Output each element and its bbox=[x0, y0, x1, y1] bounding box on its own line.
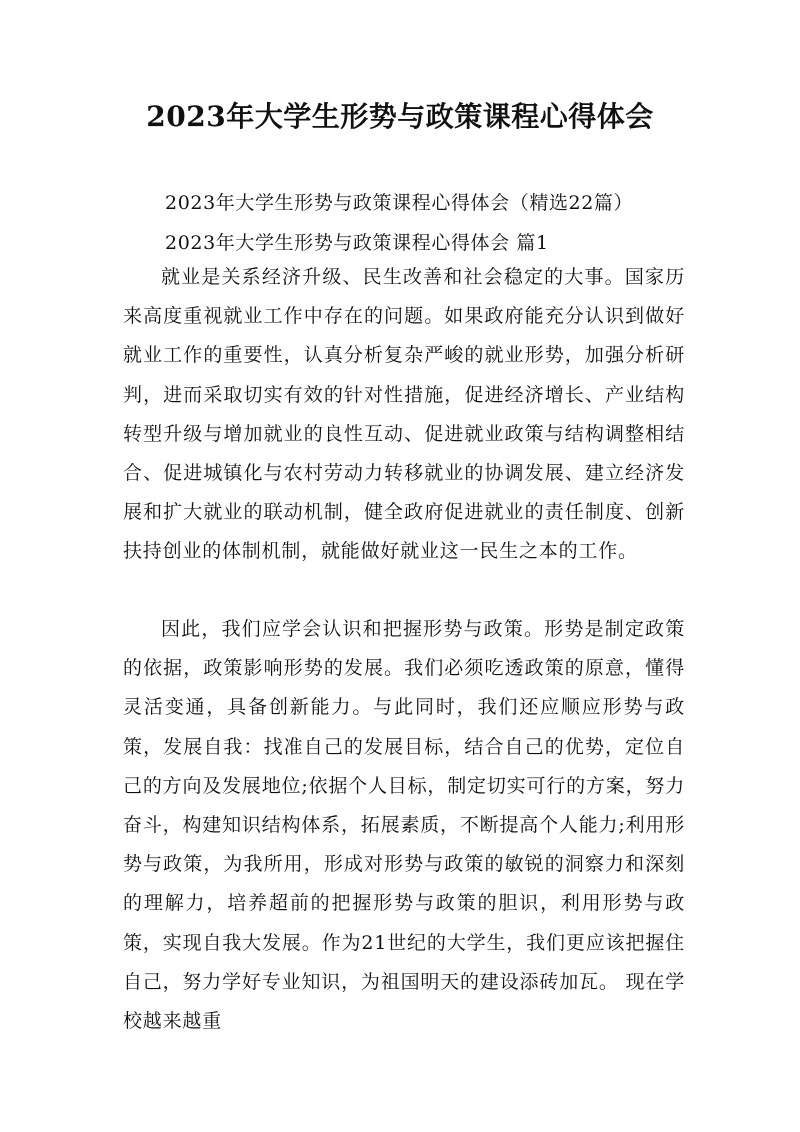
body-paragraph-2: 因此，我们应学会认识和把握形势与政策。形势是制定政策的依据，政策影响形势的发展。我们必须吃透政策的原意，懂得灵活变通，具备创新能力。与此同时，我们还应顺应形势与政策，发展自我：找准自己的发展目标，结合自己的优势，定位自己的方向及发展地位;依据个人目标，制定切实可行的方案，努力奋斗，构建知识结构体系，拓展素质，不断提高个人能力;利用形势与政策，为我所用，形成对形势与政策的敏锐的洞察力和深刻的理解力，培养超前的把握形势与政策的胆识，利用形势与政策，实现自我大发展。作为21世纪的大学生，我们更应该把握住自己，努力学好专业知识，为祖国明天的建设添砖加瓦。 现在学校越来越重 bbox=[123, 618, 685, 1033]
document-subtitle: 2023年大学生形势与政策课程心得体会（精选22篇） bbox=[165, 192, 634, 214]
document-title: 2023年大学生形势与政策课程心得体会 bbox=[146, 100, 654, 133]
section-heading: 2023年大学生形势与政策课程心得体会 篇1 bbox=[165, 232, 549, 254]
body-paragraph-1: 就业是关系经济升级、民生改善和社会稳定的大事。国家历来高度重视就业工作中存在的问题。如果政府能充分认识到做好就业工作的重要性，认真分析复杂严峻的就业形势，加强分析研判，进而采取切实有效的针对性措施，促进经济增长、产业结构转型升级与增加就业的良性互动、促进就业政策与结构调整相结合、促进城镇化与农村劳动力转移就业的协调发展、建立经济发展和扩大就业的联动机制，健全政府促进就业的责任制度、创新扶持创业的体制机制，就能做好就业这一民生之本的工作。 bbox=[123, 266, 685, 563]
